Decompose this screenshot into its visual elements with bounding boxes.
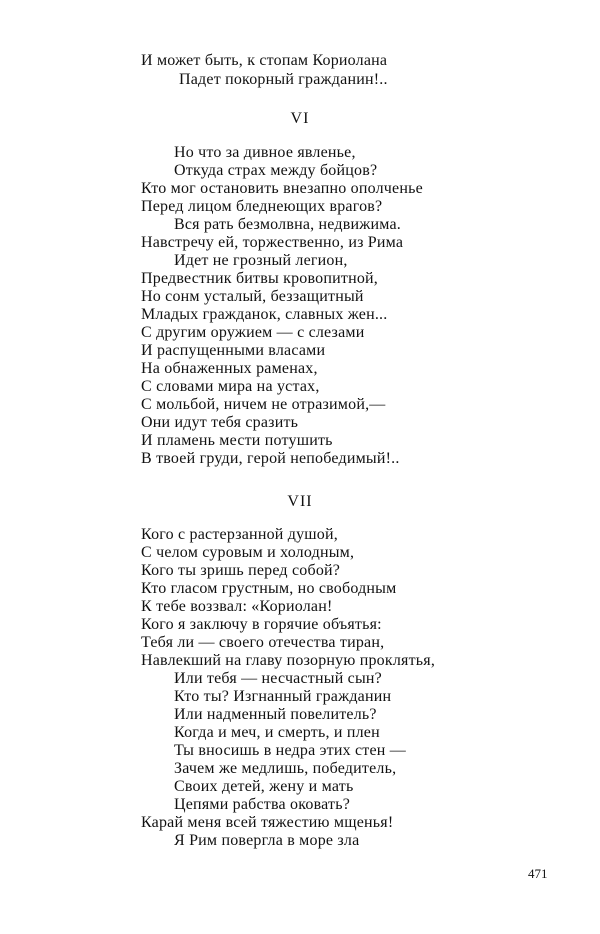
poem-line: К тебе воззвал: «Кориолан! xyxy=(141,598,333,615)
poem-line: В твоей груди, герой непобедимый!.. xyxy=(141,450,400,467)
poem-line: И пламень мести потушить xyxy=(141,432,333,449)
poem-line: Тебя ли — своего отечества тиран, xyxy=(141,634,385,651)
poem-line: Младых гражданок, славных жен... xyxy=(141,306,388,323)
poem-line: Они идут тебя сразить xyxy=(141,414,299,431)
poem-line: С челом суровым и холодным, xyxy=(141,544,355,561)
poem-line: Кого я заключу в горячие объятья: xyxy=(141,616,382,633)
poem-line: И распущенными власами xyxy=(141,342,326,359)
poem-line: Идет не грозный легион, xyxy=(174,252,348,269)
poem-line: Но сонм усталый, беззащитный xyxy=(141,288,364,305)
poem-line: Своих детей, жену и мать xyxy=(174,778,354,795)
poem-line: Падет покорный гражданин!.. xyxy=(179,71,388,88)
poem-line: С словами мира на устах, xyxy=(141,378,320,395)
poem-line: С другим оружием — с слезами xyxy=(141,324,365,341)
poem-line: На обнаженных раменах, xyxy=(141,360,318,377)
poem-line: Зачем же медлишь, победитель, xyxy=(174,760,397,777)
poem-line: Кто мог остановить внезапно ополченье xyxy=(141,180,423,197)
poem-line: И может быть, к стопам Кориолана xyxy=(141,52,388,69)
poem-line: Но что за дивное явленье, xyxy=(174,144,356,161)
poem-line: Кто ты? Изгнанный гражданин xyxy=(174,688,392,705)
poem-line: Цепями рабства оковать? xyxy=(174,796,351,813)
poem-line: Откуда страх между бойцов? xyxy=(174,162,378,179)
poem-line: Или надменный повелитель? xyxy=(174,706,377,723)
poem-line: Перед лицом бледнеющих врагов? xyxy=(141,198,383,215)
poem-line: Карай меня всей тяжестию мщенья! xyxy=(141,814,394,831)
poem-line: Навстречу ей, торжественно, из Рима xyxy=(141,234,404,251)
poem-line: С мольбой, ничем не отразимой,— xyxy=(141,396,386,413)
poem-line: Вся рать безмолвна, недвижима. xyxy=(174,216,401,233)
poem-line: Навлекший на главу позорную проклятья, xyxy=(141,652,436,669)
poem-line: Или тебя — несчастный сын? xyxy=(174,670,382,687)
poem-line: Когда и меч, и смерть, и плен xyxy=(174,724,380,741)
poem-line: Кого ты зришь перед собой? xyxy=(141,562,341,579)
poem-line: Кого с растерзанной душой, xyxy=(141,526,338,543)
section-title: VI xyxy=(290,110,310,127)
poem-line: Кто гласом грустным, но свободным xyxy=(141,580,397,597)
section-title: VII xyxy=(287,493,313,510)
poem-line: Предвестник битвы кровопитной, xyxy=(141,270,378,287)
poem-line: Ты вносишь в недра этих стен — xyxy=(174,742,406,759)
page-number: 471 xyxy=(528,866,548,881)
poem-line: Я Рим повергла в море зла xyxy=(174,832,360,849)
